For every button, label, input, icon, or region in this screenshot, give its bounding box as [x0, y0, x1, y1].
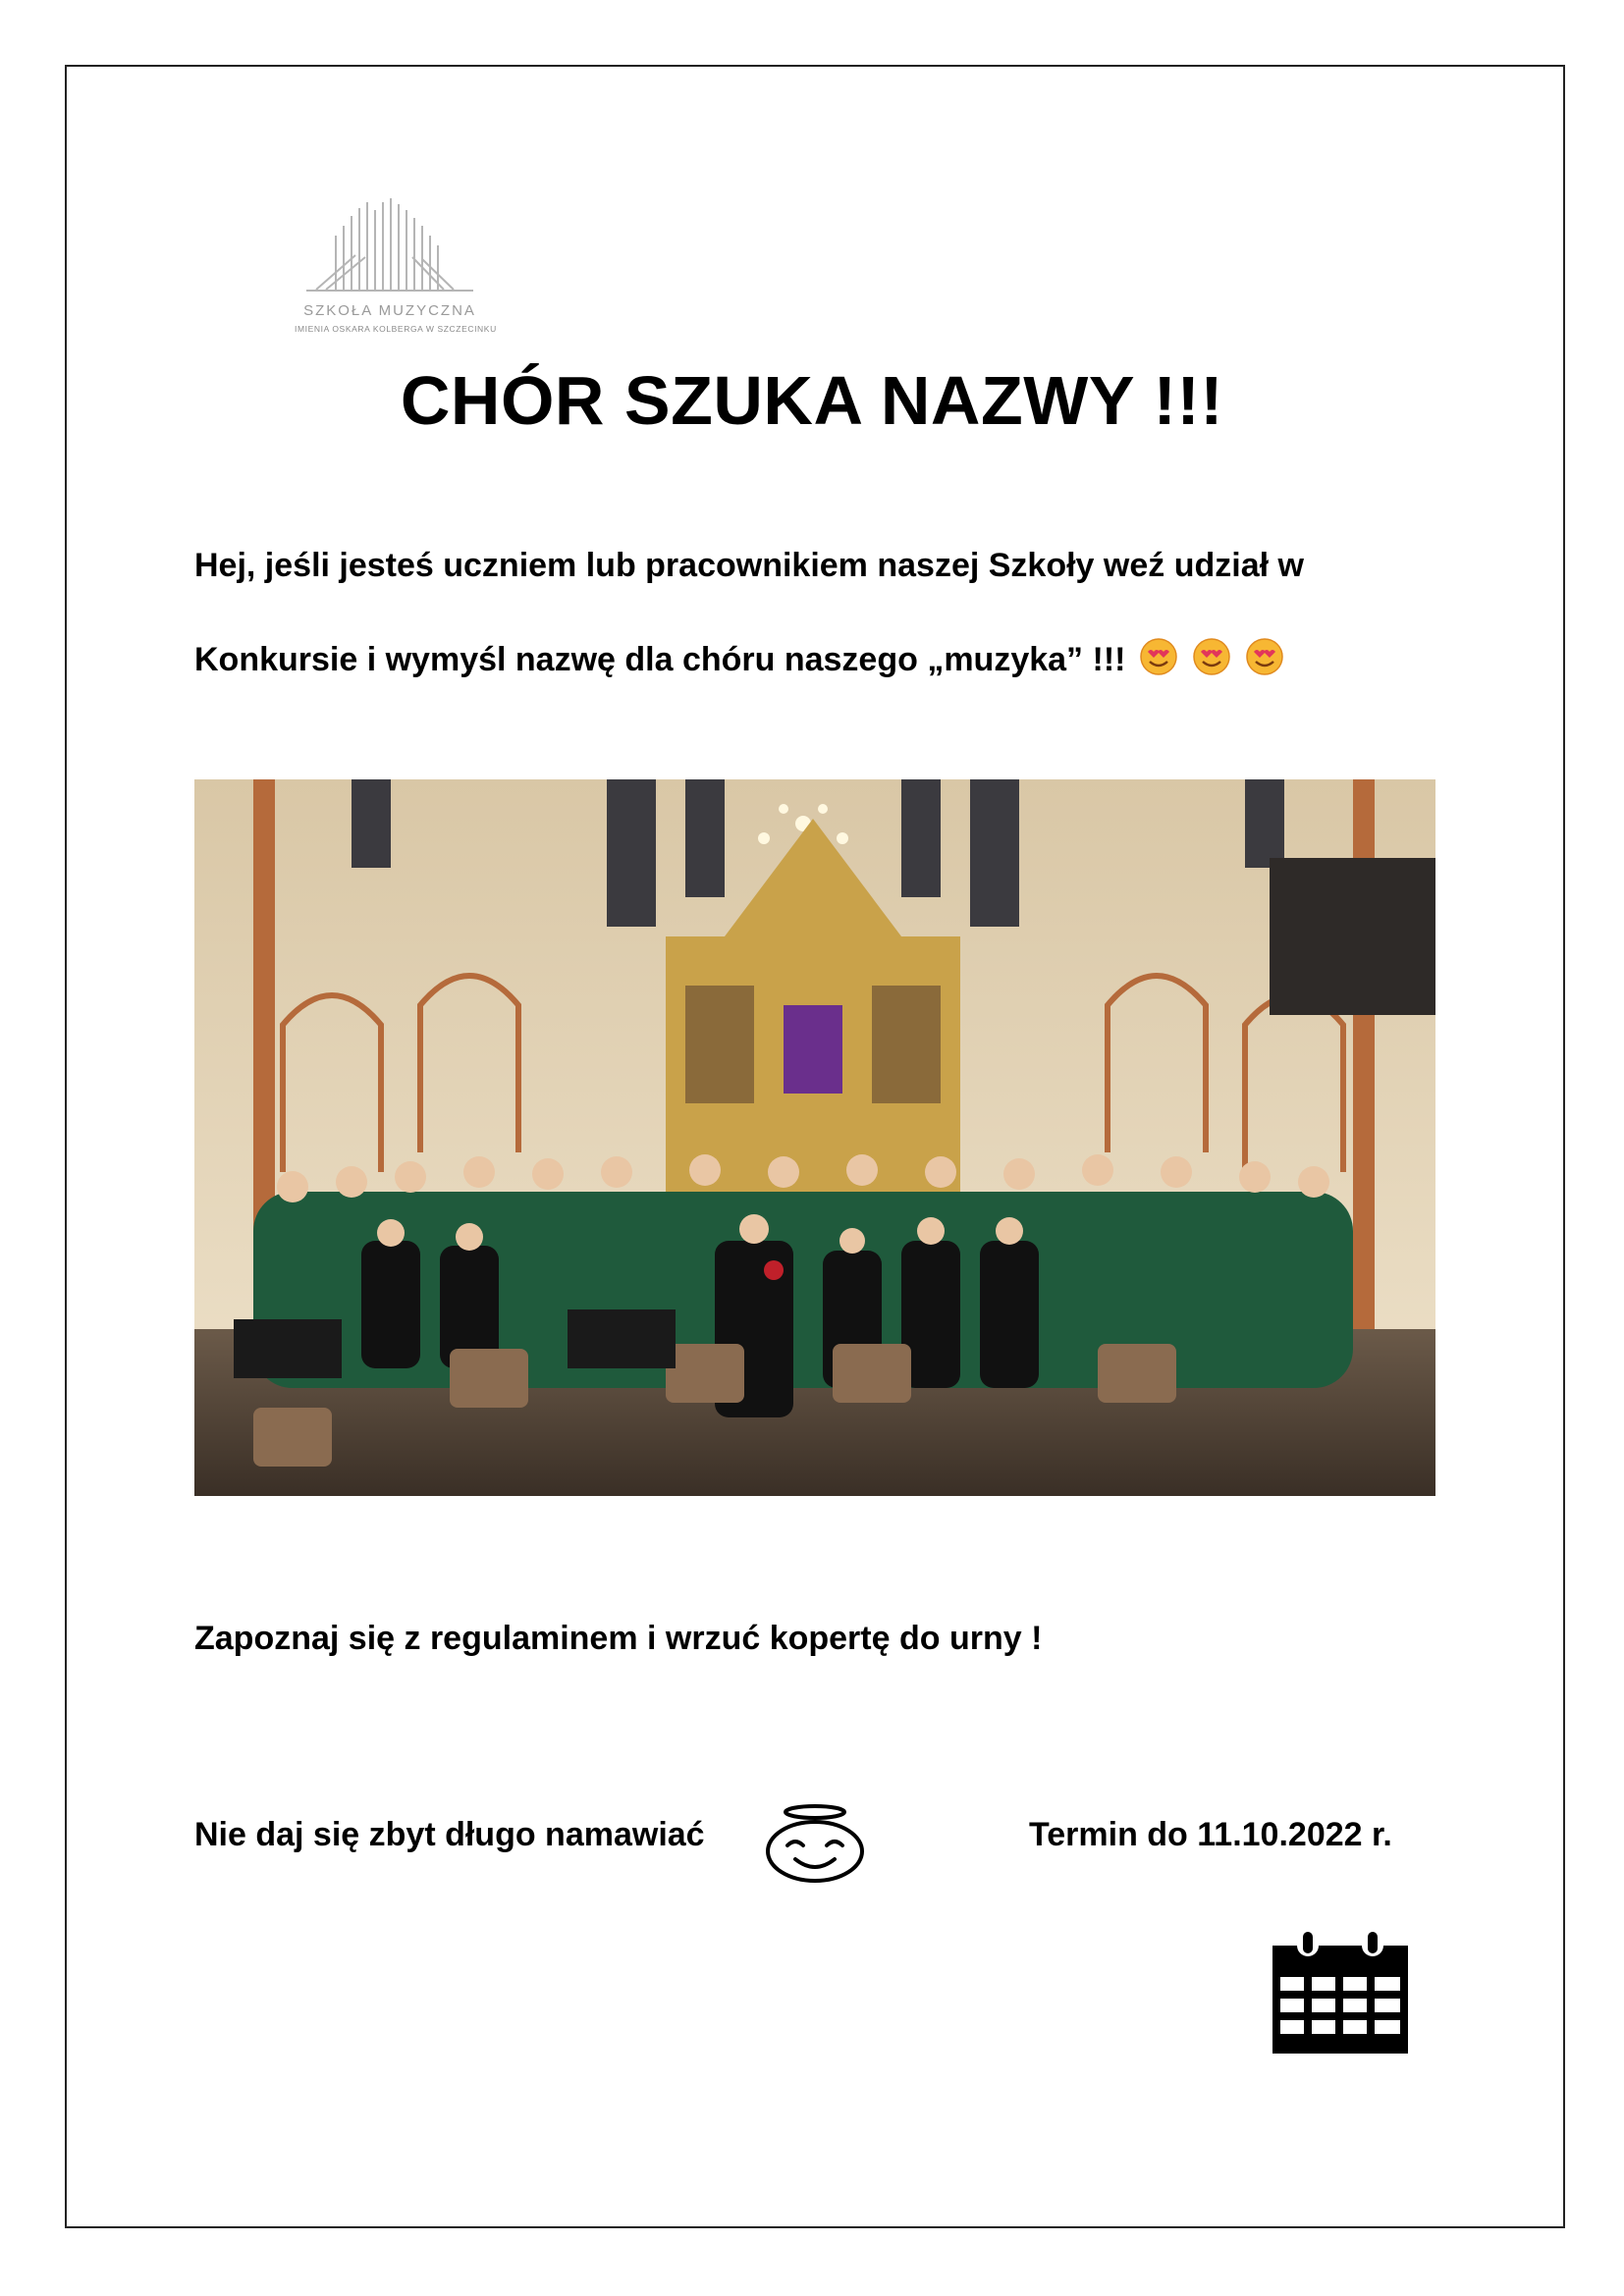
- school-logo: [267, 196, 497, 344]
- intro-line-1: Hej, jeśli jesteś uczniem lub pracownikiem naszej Szkoły weź udział w: [194, 547, 1304, 584]
- choir-photo: [194, 779, 1435, 1496]
- organ-pipes-icon: [297, 196, 483, 299]
- calendar-icon: [1267, 1932, 1414, 2057]
- rules-instruction: Zapoznaj się z regulaminem i wrzuć kopertę do urny !: [194, 1620, 1043, 1657]
- persuade-text: Nie daj się zbyt długo namawiać: [194, 1816, 705, 1853]
- heart-eyes-emoji-icon: [1245, 637, 1284, 676]
- deadline-text: Termin do 11.10.2022 r.: [1029, 1816, 1392, 1853]
- intro-line-2: [194, 613, 1451, 707]
- intro-paragraph: [194, 518, 1451, 707]
- logo-school-subtitle: IMIENIA OSKARA KOLBERGA W SZCZECINKU: [295, 324, 497, 334]
- choir-in-church-illustration: [194, 779, 1435, 1496]
- page-title: CHÓR SZUKA NAZWY !!!: [400, 362, 1224, 439]
- heart-eyes-emoji-icon: [1192, 637, 1231, 676]
- smiling-face-with-halo-icon: [762, 1802, 868, 1885]
- heart-eyes-emoji-icon: [1139, 637, 1178, 676]
- logo-school-name: SZKOŁA MUZYCZNA: [303, 302, 476, 319]
- intro-line-2-text: Konkursie i wymyśl nazwę dla chóru naszego „muzyka” !!!: [194, 641, 1126, 678]
